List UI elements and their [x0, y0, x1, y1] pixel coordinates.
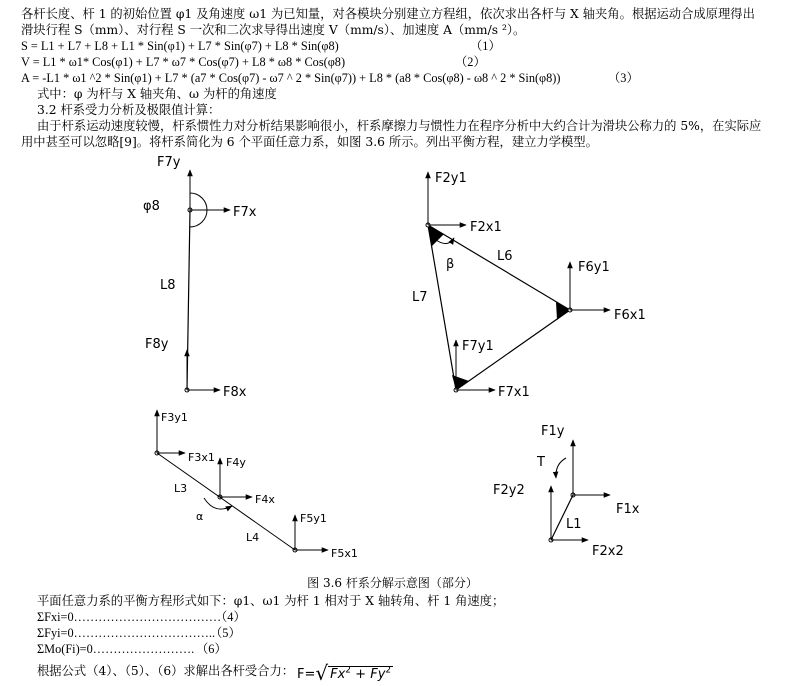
label-f6y1: F6y1 [578, 260, 610, 275]
link-l1-diagram [493, 424, 640, 559]
formula-radicand [328, 666, 393, 682]
label-beta: β [446, 257, 455, 272]
label-f4x: F4x [255, 493, 275, 506]
label-l8: L8 [160, 278, 176, 293]
section-heading: 3.2 杆系受力分析及极限值计算： [37, 103, 221, 117]
conclusion-text: 根据公式（4）、（5）、（6）求解出各杆受合力： [37, 664, 295, 678]
where-line: 式中：φ 为杆与 X 轴夹角、ω 为杆的角速度 [37, 87, 277, 101]
triangle-diagram [412, 171, 646, 400]
label-f7y: F7y [157, 155, 181, 170]
label-l4: L4 [246, 531, 260, 544]
label-f7y1: F7y1 [462, 339, 494, 354]
label-f8x: F8x [223, 385, 247, 400]
label-f1x: F1x [616, 502, 640, 517]
label-l1: L1 [566, 517, 582, 532]
label-f2x1: F2x1 [470, 220, 502, 235]
paragraph-line: 滑块行程 S（mm）、对行程 S 一次和二次求导得出速度 V（mm/s）、加速度 A（mm/s ²）。 [21, 23, 526, 37]
label-f2x2: F2x2 [592, 544, 624, 559]
balance-intro: 平面任意力系的平衡方程形式如下：φ1、ω1 为杆 1 相对于 X 轴转角、杆 1 角速度； [37, 594, 505, 608]
label-f3x1: F3x1 [188, 451, 215, 464]
formula-plus: + [355, 667, 367, 682]
equation-number: （1） [470, 39, 501, 53]
formula-lhs: F= [297, 667, 316, 682]
equation-3: A = -L1 * ω1 ^2 * Sin(φ1) + L7 * (a7 * Cos(φ7) - ω7 ^ 2 * Sin(φ7)) + L8 * (a8 * Cos(φ8) - ω8 ^ 2 * Sin(φ8)) [21, 71, 561, 85]
label-f1y: F1y [541, 424, 565, 439]
label-f6x1: F6x1 [614, 308, 646, 323]
balance-equation-4: ΣFxi=0……………………………… [37, 610, 222, 624]
formula-exponent: 2 [385, 665, 392, 676]
label-alpha: α [196, 510, 204, 523]
label-f7x1: F7x1 [498, 385, 530, 400]
sqrt-icon: √ [315, 661, 329, 685]
link-l3-l4-diagram [155, 410, 358, 560]
formula-fx: Fx [330, 667, 346, 682]
label-f5y1: F5y1 [300, 512, 327, 525]
link-l8-diagram [143, 155, 257, 400]
equation-number: （2） [455, 55, 486, 69]
formula-fy: Fy [370, 667, 386, 682]
label-f3y1: F3y1 [161, 411, 188, 424]
equation-number: （5） [210, 626, 241, 640]
label-phi8: φ8 [143, 199, 160, 214]
paragraph-line: 由于杆系运动速度较慢，杆系惯性力对分析结果影响很小，杆系摩擦力与惯性力在程序分析中大约合计为滑块公称力的 5%，在实际应 [37, 119, 762, 133]
label-torque: T [537, 455, 545, 470]
balance-equation-6: ΣMo(Fi)=0……………………. [37, 642, 195, 656]
figure-caption: 图 3.6 杆系分解示意图（部分） [307, 576, 478, 590]
angle-arc-alpha [204, 498, 232, 509]
resultant-force-formula [297, 661, 393, 685]
label-l3: L3 [174, 482, 188, 495]
label-f5x1: F5x1 [331, 547, 358, 560]
paragraph-line: 各杆长度、杆 1 的初始位置 φ1 及角速度 ω1 为已知量，对各模块分别建立方程组，依次求出各杆与 X 轴夹角。根据运动合成原理得出 [21, 7, 755, 21]
label-f7x: F7x [233, 205, 257, 220]
paragraph-line: 用中甚至可以忽略[9]。将杆系简化为 6 个平面任意力系，如图 3.6 所示。列出平衡方程，建立力学模型。 [21, 135, 598, 149]
formula-exponent: 2 [345, 665, 352, 676]
equation-1: S = L1 + L7 + L8 + L1 * Sin(φ1) + L7 * Sin(φ7) + L8 * Sin(φ8) [21, 39, 339, 53]
label-f8y: F8y [145, 337, 169, 352]
label-f2y1: F2y1 [435, 171, 467, 186]
label-l6: L6 [497, 249, 513, 264]
torque-arc [556, 458, 566, 478]
equation-2: V = L1 * ω1* Cos(φ1) + L7 * ω7 * Cos(φ7) + L8 * ω8 * Cos(φ8) [21, 55, 346, 69]
label-f2y2: F2y2 [493, 483, 525, 498]
equation-number: （3） [608, 71, 639, 85]
balance-equation-5: ΣFyi=0…………………………….. [37, 626, 216, 640]
label-f4y: F4y [226, 456, 246, 469]
equation-number: （4） [215, 610, 246, 624]
equation-number: （6） [196, 642, 227, 656]
label-l7: L7 [412, 290, 428, 305]
joint-fill [452, 375, 469, 390]
